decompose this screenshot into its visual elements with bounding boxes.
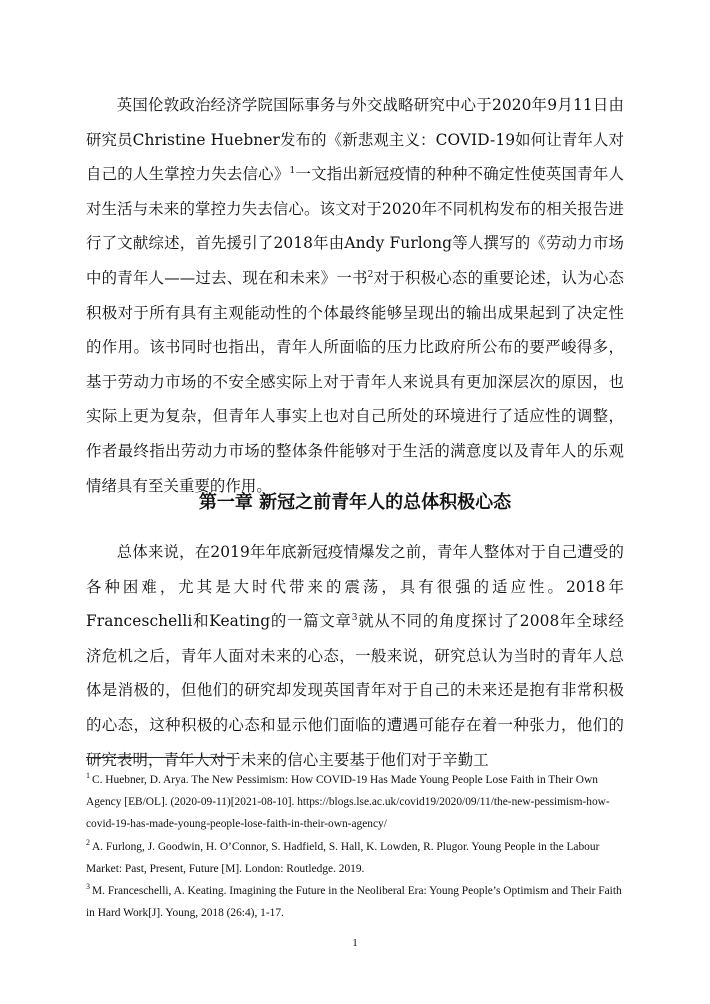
footnote-ref-3[interactable]: 3 xyxy=(351,613,358,624)
footnote-2 xyxy=(86,836,624,880)
footnote-1 xyxy=(86,769,624,836)
chapter-title: 第一章 新冠之前青年人的总体积极心态 xyxy=(198,492,512,513)
footnote-ref-2[interactable]: 2 xyxy=(367,269,374,280)
body-paragraph-1 xyxy=(86,88,624,503)
footnote-ref-1[interactable]: 1 xyxy=(289,166,296,177)
footnote-3 xyxy=(86,880,624,924)
footnotes xyxy=(86,769,624,924)
body-paragraph-2 xyxy=(86,535,624,777)
footnote-2-text: A. Furlong, J. Goodwin, H. O’Connor, S. Hadfield, S. Hall, K. Lowden, R. Plugor. Young People in the Labour Market: Past, Present, Future [M]. London: Routledge. 2019. xyxy=(86,840,600,875)
page-number: 1 xyxy=(352,937,358,949)
paragraph-2-text-b: 就从不同的角度探讨了2008年全球经济危机之后，青年人面对未来的心态，一般来说，研究总认为当时的青年人总体是消极的，但他们的研究却发现英国青年对于自己的未来还是抱有非常积极的心态，这种积极的心态和显示他们面临的遭遇可能存在着一种张力，他们的研究表明，青年人对于未来的信心主要基于他们对于辛勤工 xyxy=(86,612,625,769)
footnote-separator xyxy=(86,757,232,758)
footnote-3-text: M. Franceschelli, A. Keating. Imagining the Future in the Neoliberal Era: Young People’s Optimism and Their Faith in Hard Work[J]. Young, 2018 (26:4), 1-17. xyxy=(86,885,622,920)
paragraph-1-text-b: 一文指出新冠疫情的种种不确定性使英国青年人对生活与未来的掌控力失去信心。该文对于2020年不同机构发布的相关报告进行了文献综述，首先援引了2018年由Andy Furlong等人撰写的《劳动力市场中的青年人——过去、现在和未来》一书 xyxy=(86,165,624,287)
paragraph-1-text-c: 对于积极心态的重要论述，认为心态积极对于所有具有主观能动性的个体最终能够呈现出的输出成果起到了决定性的作用。该书同时也指出，青年人所面临的压力比政府所公布的要严峻得多，基于劳动力市场的不安全感实际上对于青年人来说具有更加深层次的原因，也实际上更为复杂，但青年人事实上也对自己所处的环境进行了适应性的调整，作者最终指出劳动力市场的整体条件能够对于生活的满意度以及青年人的乐观情绪具有至关重要的作用。 xyxy=(86,268,624,495)
footnote-2-mark: 2 xyxy=(86,837,90,847)
paragraph-2-text-a: 总体来说，在2019年年底新冠疫情爆发之前，青年人整体对于自己遭受的各种困难，尤其是大时代带来的震荡，具有很强的适应性。2018年Franceschelli和Keating的一篇文章 xyxy=(86,543,624,631)
footnote-1-text: C. Huebner, D. Arya. The New Pessimism: How COVID-19 Has Made Young People Lose Faith in Their Own Agency [EB/OL]. (2020-09-11)[2021-08-10]. https://blogs.lse.ac.uk/covid19/2020/09/11/the-new-pessimism-how-covid-19-has-made-young-people-lose-faith-in-their-own-agency/ xyxy=(86,774,610,831)
footnote-3-mark: 3 xyxy=(86,882,90,892)
paragraph-1-text-a: 英国伦敦政治经济学院国际事务与外交战略研究中心于2020年9月11日由研究员Christine Huebner发布的《新悲观主义：COVID-19如何让青年人对自己的人生掌控力失去信心》 xyxy=(86,96,624,184)
footnote-1-mark: 1 xyxy=(86,771,90,781)
